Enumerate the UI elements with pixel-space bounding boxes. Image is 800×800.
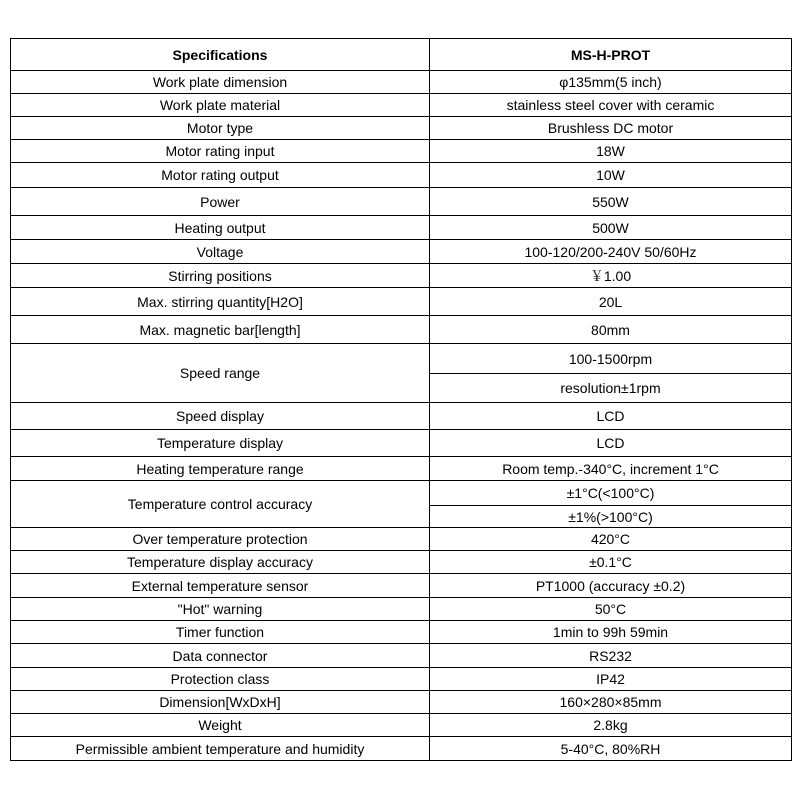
spec-label: Speed display	[11, 403, 430, 430]
spec-label: Stirring positions	[11, 264, 430, 288]
spec-value: 80mm	[430, 316, 792, 344]
spec-label: Temperature control accuracy	[11, 481, 430, 528]
spec-value: 5-40°C, 80%RH	[430, 737, 792, 761]
table-row	[11, 481, 792, 506]
table-row	[11, 621, 792, 644]
spec-value: 20L	[430, 288, 792, 316]
table-row	[11, 457, 792, 481]
table-row	[11, 403, 792, 430]
spec-value: 10W	[430, 163, 792, 188]
spec-value: 50°C	[430, 598, 792, 621]
table-row	[11, 288, 792, 316]
table-row	[11, 668, 792, 691]
spec-label: Temperature display accuracy	[11, 551, 430, 574]
table-row	[11, 574, 792, 598]
table-row	[11, 528, 792, 551]
header-specifications: Specifications	[11, 39, 430, 71]
spec-value: ±1%(>100°C)	[430, 506, 792, 528]
table-row	[11, 188, 792, 216]
spec-label: Timer function	[11, 621, 430, 644]
spec-label: Data connector	[11, 644, 430, 668]
table-row	[11, 737, 792, 761]
header-model: MS-H-PROT	[430, 39, 792, 71]
table-row	[11, 430, 792, 457]
table-row	[11, 240, 792, 264]
spec-label: Motor rating input	[11, 140, 430, 163]
spec-label: "Hot" warning	[11, 598, 430, 621]
spec-label: Heating temperature range	[11, 457, 430, 481]
spec-label: Protection class	[11, 668, 430, 691]
spec-label: Motor type	[11, 117, 430, 140]
table-row	[11, 163, 792, 188]
spec-label: Voltage	[11, 240, 430, 264]
table-row	[11, 598, 792, 621]
spec-value: LCD	[430, 430, 792, 457]
spec-value: LCD	[430, 403, 792, 430]
spec-value: ±1°C(<100°C)	[430, 481, 792, 506]
spec-value: 18W	[430, 140, 792, 163]
spec-label: Work plate material	[11, 94, 430, 117]
spec-label: Dimension[WxDxH]	[11, 691, 430, 714]
spec-label: Over temperature protection	[11, 528, 430, 551]
spec-label: Speed range	[11, 344, 430, 403]
spec-label: External temperature sensor	[11, 574, 430, 598]
spec-value: Brushless DC motor	[430, 117, 792, 140]
table-row	[11, 94, 792, 117]
spec-label: Max. stirring quantity[H2O]	[11, 288, 430, 316]
spec-value: PT1000 (accuracy ±0.2)	[430, 574, 792, 598]
spec-label: Motor rating output	[11, 163, 430, 188]
spec-value: 1min to 99h 59min	[430, 621, 792, 644]
table-row	[11, 691, 792, 714]
spec-value: 420°C	[430, 528, 792, 551]
header-row	[11, 39, 792, 71]
table-row	[11, 644, 792, 668]
spec-value: IP42	[430, 668, 792, 691]
table-row	[11, 71, 792, 94]
spec-value: ±0.1°C	[430, 551, 792, 574]
spec-value: resolution±1rpm	[430, 374, 792, 403]
spec-value: 2.8kg	[430, 714, 792, 737]
spec-value: φ135mm(5 inch)	[430, 71, 792, 94]
spec-value: stainless steel cover with ceramic	[430, 94, 792, 117]
spec-label: Weight	[11, 714, 430, 737]
spec-value: 550W	[430, 188, 792, 216]
spec-value: 100-120/200-240V 50/60Hz	[430, 240, 792, 264]
spec-value: ￥1.00	[430, 264, 792, 288]
spec-label: Heating output	[11, 216, 430, 240]
spec-label: Max. magnetic bar[length]	[11, 316, 430, 344]
spec-table	[10, 38, 792, 761]
spec-value: 160×280×85mm	[430, 691, 792, 714]
table-row	[11, 117, 792, 140]
table-row	[11, 551, 792, 574]
table-row	[11, 714, 792, 737]
table-row	[11, 140, 792, 163]
table-row	[11, 264, 792, 288]
table-row	[11, 344, 792, 374]
spec-value: RS232	[430, 644, 792, 668]
spec-label: Power	[11, 188, 430, 216]
spec-label: Permissible ambient temperature and humidity	[11, 737, 430, 761]
spec-value: 500W	[430, 216, 792, 240]
table-row	[11, 216, 792, 240]
spec-value: 100-1500rpm	[430, 344, 792, 374]
spec-value: Room temp.-340°C, increment 1°C	[430, 457, 792, 481]
spec-label: Temperature display	[11, 430, 430, 457]
table-row	[11, 316, 792, 344]
spec-label: Work plate dimension	[11, 71, 430, 94]
